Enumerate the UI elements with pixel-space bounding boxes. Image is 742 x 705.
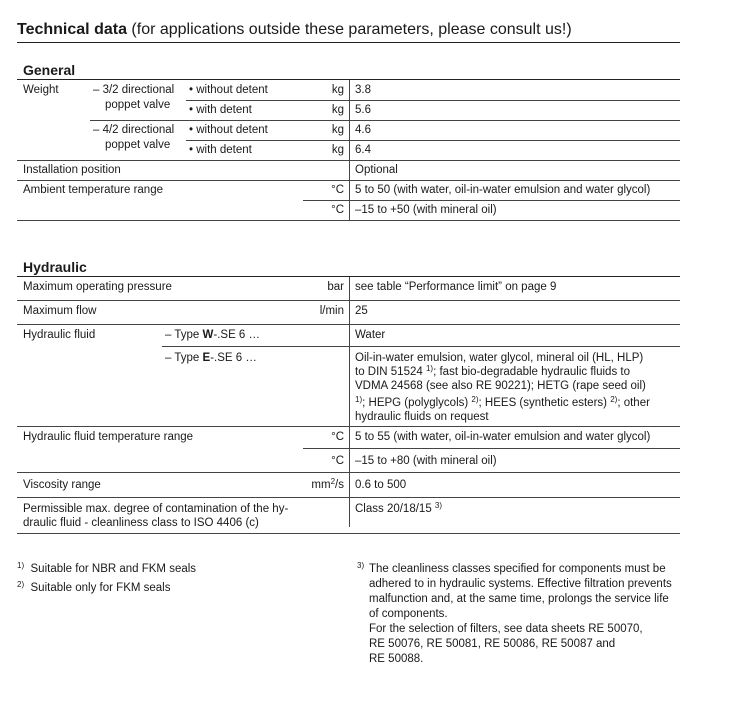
fluid-e-line: Oil-in-water emulsion, water glycol, mineral oil (HL, HLP) xyxy=(355,352,644,364)
ambient-temp-label: Ambient temperature range xyxy=(23,184,163,196)
with-detent-label: • with detent xyxy=(189,104,252,116)
contamination-label-2: draulic fluid - cleanliness class to ISO 4406 (c) xyxy=(23,517,259,529)
row-divider xyxy=(162,346,680,347)
footnote-3-line: RE 50088. xyxy=(369,653,424,665)
fluid-label: Hydraulic fluid xyxy=(23,329,96,341)
valve-32-label-2: poppet valve xyxy=(105,99,171,111)
contamination-value: Class 20/18/15 $^{3)}$ xyxy=(355,501,443,515)
viscosity-value: 0.6 to 500 xyxy=(355,479,407,491)
footnote-1: $^{1)}$ Suitable for NBR and FKM seals xyxy=(17,561,197,575)
row-divider xyxy=(17,300,680,301)
unit-celsius: °C xyxy=(331,204,344,216)
hydraulic-column-divider xyxy=(349,277,350,527)
installation-value: Optional xyxy=(355,164,398,176)
footnote-3-line: malfunction and, at the same time, prolongs the service life xyxy=(369,593,669,605)
installation-label: Installation position xyxy=(23,164,121,176)
pressure-value: see table “Performance limit” on page 9 xyxy=(355,281,557,293)
weight-value: 5.6 xyxy=(355,104,371,116)
row-divider xyxy=(17,497,680,498)
unit-lmin: l/min xyxy=(319,305,344,317)
flow-label: Maximum flow xyxy=(23,305,97,317)
fluid-temp-value-1: 5 to 55 (with water, oil-in-water emulsion and water glycol) xyxy=(355,431,651,443)
row-divider xyxy=(17,426,680,427)
weight-value: 4.6 xyxy=(355,124,371,136)
footnote-3-line: The cleanliness classes specified for components must be xyxy=(369,563,666,575)
row-divider xyxy=(90,120,680,121)
fluid-e-line: to DIN 51524 $^{1)}$; fast bio-degradable hydraulic fluids to xyxy=(355,364,630,378)
unit-celsius: °C xyxy=(331,431,344,443)
fluid-e-line: VDMA 24568 (see also RE 90221); HETG (rape seed oil) xyxy=(355,380,646,392)
general-column-divider xyxy=(349,80,350,220)
footnote-3-line: For the selection of filters, see data sheets RE 50070, xyxy=(369,623,643,635)
row-divider xyxy=(186,100,680,101)
valve-42-label: – 4/2 directional xyxy=(93,124,175,136)
fluid-temp-value-2: –15 to +80 (with mineral oil) xyxy=(355,455,497,467)
footnote-3-line: of components. xyxy=(369,608,448,620)
without-detent-label: • without detent xyxy=(189,84,268,96)
unit-mm2s: $mm^2/s$ xyxy=(311,477,344,491)
footnote-2: $^{2)}$ Suitable only for FKM seals xyxy=(17,580,171,594)
fluid-e-line: hydraulic fluids on request xyxy=(355,411,489,423)
hydraulic-heading: Hydraulic xyxy=(23,259,87,275)
viscosity-label: Viscosity range xyxy=(23,479,101,491)
general-heading: General xyxy=(23,62,76,78)
valve-32-label: – 3/2 directional xyxy=(93,84,175,96)
with-detent-label: • with detent xyxy=(189,144,252,156)
unit-kg: kg xyxy=(331,144,344,156)
row-divider xyxy=(303,448,680,449)
section-end-rule xyxy=(17,533,680,534)
unit-bar: bar xyxy=(327,281,344,293)
fluid-w-value: Water xyxy=(355,329,386,341)
footnote-3-line: adhered to in hydraulic systems. Effective filtration prevents xyxy=(369,578,672,590)
weight-label: Weight xyxy=(23,84,59,96)
valve-42-label-2: poppet valve xyxy=(105,139,171,151)
ambient-temp-value-2: –15 to +50 (with mineral oil) xyxy=(355,204,497,216)
section-end-rule xyxy=(17,220,680,221)
unit-celsius: °C xyxy=(331,455,344,467)
title-rule xyxy=(17,42,680,43)
footnote-3-line: RE 50076, RE 50081, RE 50086, RE 50087 and xyxy=(369,638,616,650)
type-w-label: – Type W-.SE 6 … xyxy=(165,329,261,341)
fluid-e-line: $^{1)}$; HEPG (polyglycols) $^{2)}$; HEES (synthetic esters) $^{2)}$; other xyxy=(355,395,650,409)
row-divider xyxy=(17,180,680,181)
row-divider xyxy=(17,472,680,473)
fluid-temp-label: Hydraulic fluid temperature range xyxy=(23,431,194,443)
page-title: Technical data (for applications outside these parameters, please consult us!) xyxy=(17,21,572,38)
unit-celsius: °C xyxy=(331,184,344,196)
unit-kg: kg xyxy=(331,124,344,136)
row-divider xyxy=(17,324,680,325)
flow-value: 25 xyxy=(355,305,368,317)
row-divider xyxy=(17,160,680,161)
contamination-label-1: Permissible max. degree of contamination of the hy- xyxy=(23,503,289,515)
footnote-3-mark: 3) xyxy=(357,561,365,570)
row-divider xyxy=(303,200,680,201)
ambient-temp-value-1: 5 to 50 (with water, oil-in-water emulsion and water glycol) xyxy=(355,184,651,196)
without-detent-label: • without detent xyxy=(189,124,268,136)
unit-kg: kg xyxy=(331,104,344,116)
weight-value: 3.8 xyxy=(355,84,371,96)
pressure-label: Maximum operating pressure xyxy=(23,281,172,293)
row-divider xyxy=(186,140,680,141)
type-e-label: – Type E-.SE 6 … xyxy=(165,352,257,364)
weight-value: 6.4 xyxy=(355,144,371,156)
unit-kg: kg xyxy=(331,84,344,96)
